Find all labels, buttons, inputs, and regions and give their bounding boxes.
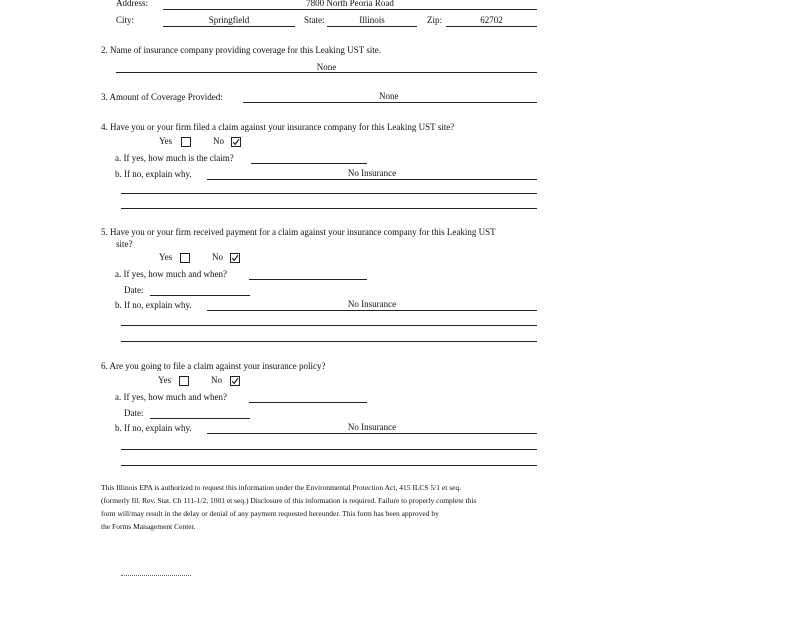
city-value: Springfield bbox=[208, 15, 250, 25]
q5b-extra-line-2 bbox=[121, 341, 537, 342]
q6a-question: a. If yes, how much and when? bbox=[115, 392, 227, 402]
q5-date-label: Date: bbox=[124, 285, 144, 295]
q5-yes-checkbox[interactable] bbox=[180, 253, 190, 263]
q6a-answer-line bbox=[249, 402, 367, 403]
footer-line-1: This Illinois EPA is authorized to request this information under the Environmental Protection Act, 415 ILCS 5/1 et seq. bbox=[101, 483, 462, 492]
q3-question: 3. Amount of Coverage Provided: bbox=[101, 92, 223, 102]
q6b-extra-line-1 bbox=[121, 449, 537, 450]
q4-yes-label: Yes bbox=[159, 136, 173, 146]
q4b-question: b. If no, explain why. bbox=[115, 169, 192, 179]
state-value: Illinois bbox=[359, 15, 385, 25]
q5-question-line1: 5. Have you or your firm received payment for a claim against your insurance company for this Leaking UST bbox=[101, 227, 496, 237]
q5-yes-label: Yes bbox=[159, 252, 173, 262]
footer-line-4: the Forms Management Center. bbox=[101, 522, 196, 531]
q4a-question: a. If yes, how much is the claim? bbox=[115, 153, 234, 163]
q4-no-label: No bbox=[213, 136, 224, 146]
q4b-answer-line bbox=[207, 179, 537, 180]
q2-question: 2. Name of insurance company providing coverage for this Leaking UST site. bbox=[101, 45, 382, 55]
q5a-question: a. If yes, how much and when? bbox=[115, 269, 227, 279]
footer-mark bbox=[121, 575, 191, 576]
city-line bbox=[163, 26, 295, 27]
q6-no-checkbox[interactable] bbox=[230, 376, 240, 386]
q5-question-line2: site? bbox=[116, 239, 133, 249]
q2-answer-line bbox=[116, 72, 537, 73]
q4b-extra-line-1 bbox=[121, 193, 537, 194]
q5b-answer-line bbox=[207, 310, 537, 311]
footer-line-2: (formerly Ill. Rev. Stat. Ch 111-1/2, 1001 et seq.) Disclosure of this information is required. Failure to properly complete this bbox=[101, 496, 477, 505]
q6b-answer-line bbox=[207, 433, 537, 434]
q5-no-checkbox[interactable] bbox=[230, 253, 240, 263]
q6-date-label: Date: bbox=[124, 408, 144, 418]
zip-line bbox=[446, 26, 537, 27]
footer-line-3: form will/may result in the delay or denial of any payment requested hereunder. This form has been approved by bbox=[101, 509, 439, 518]
q6-yes-checkbox[interactable] bbox=[179, 376, 189, 386]
q5b-answer: No Insurance bbox=[347, 299, 397, 309]
q5a-answer-line bbox=[249, 279, 367, 280]
zip-label: Zip: bbox=[427, 15, 442, 25]
checkmark-icon bbox=[232, 138, 240, 146]
q2-answer: None bbox=[316, 62, 337, 72]
state-line bbox=[327, 26, 417, 27]
q5b-extra-line-1 bbox=[121, 325, 537, 326]
q3-answer: None bbox=[379, 91, 399, 101]
q5-no-label: No bbox=[212, 252, 223, 262]
q6b-answer: No Insurance bbox=[347, 422, 397, 432]
q6-question: 6. Are you going to file a claim against your insurance policy? bbox=[101, 361, 326, 371]
q6b-extra-line-2 bbox=[121, 465, 537, 466]
address-line bbox=[163, 9, 537, 10]
address-value: 7800 North Peoria Road bbox=[306, 0, 394, 8]
q6-date-line bbox=[150, 418, 250, 419]
checkmark-icon bbox=[231, 254, 239, 262]
q4-yes-checkbox[interactable] bbox=[181, 137, 191, 147]
q6b-question: b. If no, explain why. bbox=[115, 423, 192, 433]
q6-yes-label: Yes bbox=[158, 375, 172, 385]
q4a-answer-line bbox=[251, 163, 367, 164]
q5b-question: b. If no, explain why. bbox=[115, 300, 192, 310]
q5-date-line bbox=[150, 295, 250, 296]
city-label: City: bbox=[116, 15, 135, 25]
q6-no-label: No bbox=[211, 375, 222, 385]
state-label: State: bbox=[304, 15, 325, 25]
q4-no-checkbox[interactable] bbox=[231, 137, 241, 147]
q3-answer-line bbox=[243, 102, 537, 103]
address-label: Address: bbox=[116, 0, 148, 8]
q4b-extra-line-2 bbox=[121, 208, 537, 209]
zip-value: 62702 bbox=[480, 15, 503, 25]
checkmark-icon bbox=[231, 377, 239, 385]
q4-question: 4. Have you or your firm filed a claim against your insurance company for this Leaking UST site? bbox=[101, 122, 455, 132]
q4b-answer: No Insurance bbox=[347, 168, 397, 178]
